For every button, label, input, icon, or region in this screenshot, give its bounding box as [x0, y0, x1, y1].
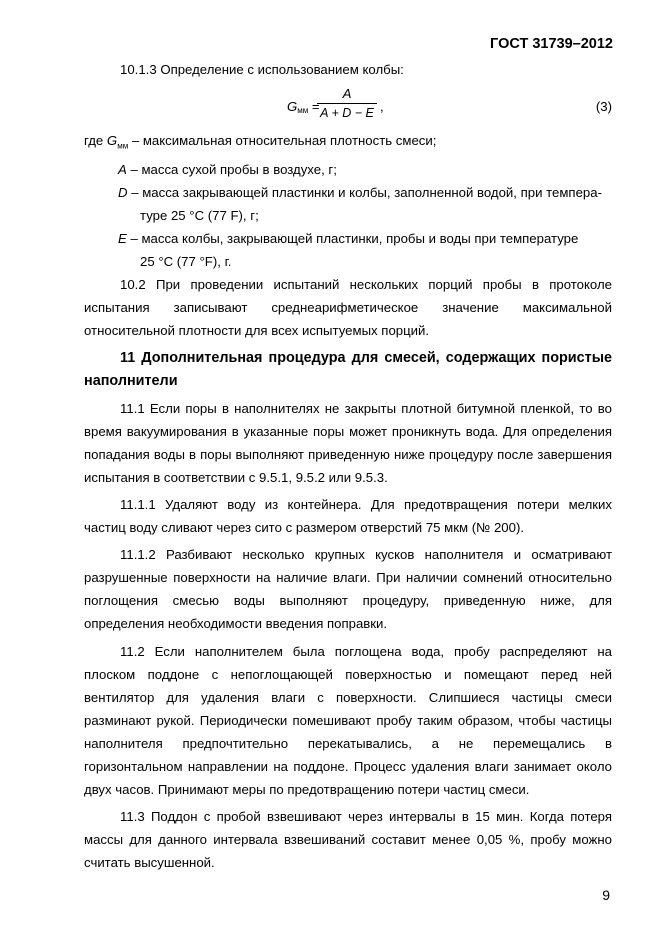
paragraph-11-1: 11.1 Если поры в наполнителях не закрыты плотной битумной пленкой, то во время вакуумирования в указанные поры может проникнуть вода. Для определения попадания воды в поры выполняют приведенную ниже процедуру после завершения испытания в соответствии с 9.5.1, 9.5.2 или 9.5.3.	[84, 400, 612, 485]
paragraph-10-1-3: 10.1.3 Определение с использованием колбы:	[120, 62, 404, 77]
formula-lhs: $G_{мм}$ =	[287, 99, 320, 116]
where-line: где $G_{мм}$ – максимальная относительная плотность смеси;	[84, 133, 437, 151]
formula-denominator: A + D − E	[320, 106, 374, 121]
document-header: ГОСТ 31739–2012	[490, 36, 613, 52]
formula-comma: ,	[380, 99, 384, 115]
section-11-heading: 11 Дополнительная процедура для смесей, содержащих пористые наполнители	[84, 349, 612, 389]
variable-e: E – масса колбы, закрывающей пластинки, пробы и воды при температуре 25 °С (77 °F), г.	[118, 231, 579, 270]
formula-3	[84, 85, 612, 127]
paragraph-11-1-2: 11.1.2 Разбивают несколько крупных кусков наполнителя и осматривают разрушенные поверхности на наличие влаги. При наличии сомнений относительно поглощения смесью воды выполняют процедуру, приведенную ниже, для определения необходимости введения поправки.	[84, 547, 612, 632]
paragraph-10-2: 10.2 При проведении испытаний нескольких порций пробы в протоколе испытания записывают среднеарифметическое значение максимальной относительной плотности для всех испытуемых порций.	[84, 277, 612, 339]
variable-a: A – масса сухой пробы в воздухе, г;	[118, 161, 337, 177]
paragraph-11-2: 11.2 Если наполнителем была поглощена вода, пробу распределяют на плоском поддоне с непоглощающей поверхностью и помещают перед ней вентилятор для удаления влаги с поверхности. Слипшиеся частицы смеси разминают рукой. Периодически помешивают пробу таким образом, чтобы частицы наполнителя предпочтительно перекатывались, а не перемещались в горизонтальном направлении на поддоне. Процесс удаления влаги занимает около двух часов. Принимают меры по предотвращению потери частиц смеси.	[84, 643, 612, 798]
variable-d: D – масса закрывающей пластинки и колбы, заполненной водой, при темпера- туре 25 °С (77 F), г;	[118, 184, 602, 224]
page-number: 9	[602, 887, 610, 903]
formula-fraction	[316, 85, 378, 122]
paragraph-11-3: 11.3 Поддон с пробой взвешивают через интервалы в 15 мин. Когда потеря массы для данного интервала взвешиваний составит менее 0,05 %, пробу можно считать высушенной.	[84, 809, 612, 871]
document-body	[84, 58, 612, 874]
formula-numerator: A	[342, 86, 352, 102]
formula-number: (3)	[595, 99, 612, 115]
paragraph-11-1-1: 11.1.1 Удаляют воду из контейнера. Для предотвращения потери мелких частиц воду сливают через сито с размером отверстий 75 мкм (№ 200).	[84, 496, 612, 536]
